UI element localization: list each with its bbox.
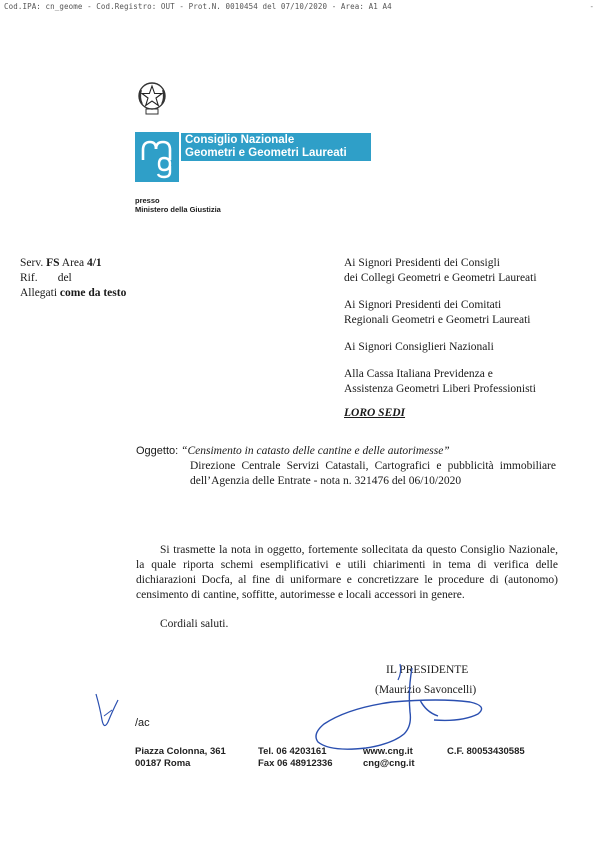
- footer-address-line1: Piazza Colonna, 361: [135, 746, 226, 757]
- area-label: Area: [61, 257, 85, 269]
- org-name-line2: Geometri e Geometri Laureati: [185, 147, 347, 159]
- serv-label: Serv.: [20, 257, 44, 269]
- recipient-4: Alla Cassa Italiana Previdenza e Assistenza Geometri Liberi Professionisti: [344, 368, 536, 395]
- subject-line: [136, 444, 556, 459]
- recipients-block: [344, 256, 584, 409]
- signature-title: IL PRESIDENTE: [386, 664, 469, 676]
- protocol-dash: -: [589, 2, 594, 11]
- initials: /ac: [135, 717, 150, 729]
- signature-name: (Maurizio Savoncelli): [375, 684, 477, 696]
- footer-web: [363, 746, 415, 770]
- closing-greeting: Cordiali saluti.: [160, 618, 229, 630]
- protocol-header: Cod.IPA: cn_geome - Cod.Registro: OUT - Prot.N. 0010454 del 07/10/2020 - Area: A1 A4: [4, 2, 392, 11]
- serv-line: [20, 256, 126, 271]
- allegati-line: [20, 286, 126, 301]
- loro-sedi: LORO SEDI: [344, 407, 406, 419]
- cng-logo: [135, 132, 179, 182]
- org-name-line1: Consiglio Nazionale: [185, 134, 295, 146]
- ministry-name: Ministero della Giustizia: [135, 205, 221, 214]
- footer-address-line2: 00187 Roma: [135, 758, 191, 769]
- recipient-2: Ai Signori Presidenti dei Comitati Regionali Geometri e Geometri Laureati: [344, 299, 531, 326]
- subject-block: [136, 444, 556, 489]
- serv-value: FS: [46, 257, 60, 269]
- footer-website[interactable]: www.cng.it: [363, 746, 413, 757]
- rif-line: [20, 271, 126, 286]
- footer-email[interactable]: cng@cng.it: [363, 758, 415, 769]
- rif-label: Rif.: [20, 272, 38, 284]
- area-value: 4/1: [86, 257, 102, 269]
- footer-cf: C.F. 80053430585: [447, 746, 525, 757]
- subject-detail: Direzione Centrale Servizi Catastali, Cartografici e pubblicità immobiliare dell’Agenzia delle Entrate - nota n. 321476 del 06/10/2020: [190, 460, 556, 487]
- cng-logo-icon: [135, 132, 179, 182]
- footer-address: [135, 746, 226, 770]
- reference-block: [20, 256, 126, 301]
- recipient-1: Ai Signori Presidenti dei Consigli dei Collegi Geometri e Geometri Laureati: [344, 257, 537, 284]
- republic-emblem-icon: [135, 78, 169, 118]
- subject-title: “Censimento in catasto delle cantine e delle autorimesse”: [181, 445, 450, 457]
- body-paragraph: Si trasmette la nota in oggetto, fortemente sollecitata da questo Consiglio Nazionale, la quale riporta schemi esemplificativi e utili chiarimenti in tema di verifica delle dichiarazioni Docfa, al fine di uniformare e concretizzare le procedure di (autonomo) censimento di cantine, soffitte, autorimesse e locali accessori in genere.: [136, 544, 558, 601]
- allegati-label: Allegati: [20, 287, 58, 299]
- del-label: del: [57, 272, 72, 284]
- footer-phones: [258, 746, 332, 770]
- presso-block: [135, 196, 221, 214]
- allegati-value: come da testo: [59, 287, 127, 299]
- subject-label: Oggetto:: [136, 445, 179, 457]
- presso-label: presso: [135, 196, 160, 205]
- footer-tel: Tel. 06 4203161: [258, 746, 327, 757]
- recipient-3: Ai Signori Consiglieri Nazionali: [344, 341, 494, 353]
- footer-fax: Fax 06 48912336: [258, 758, 333, 769]
- org-name-band: [181, 133, 371, 161]
